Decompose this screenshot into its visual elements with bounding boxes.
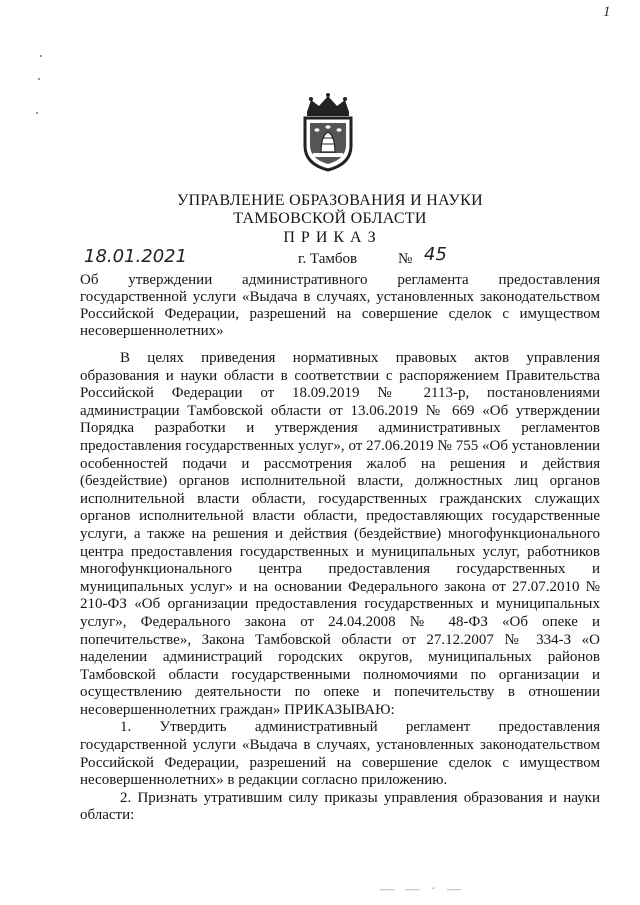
page-number: 1	[603, 4, 611, 20]
scan-artifact: — — · —	[380, 882, 466, 897]
item-1-paragraph: 1. Утвердить административный регламент предоставления государственной услуги «Выдача в случаях, установленных законодательством Российской Федерации, разрешений на совершение сделок с имуществом несовершеннолетних» в редакции согласно приложению.	[80, 719, 600, 789]
handwritten-date: 18.01.2021	[84, 246, 188, 267]
preamble-paragraph: В целях приведения нормативных правовых актов управления образования и науки области в соответствии с распоряжением Правительства Российской Федерации от 18.09.2019 № 2113-р, постановлениями администрации Тамбовской области от 13.06.2019 № 669 «Об утверждении Порядка разработки и утверждения административных регламентов предоставления государственных услуг», от 27.06.2019 № 755 «Об установлении особенностей подачи и рассмотрения жалоб на решения и действия (бездействие) органов исполнительной власти, должностных лиц органов исполнительной власти области, государственных гражданских служащих органов исполнительной власти области, предоставляющих государственные услуги, а также на решения и действия (бездействие) многофункционального центра предоставления государственных и муниципальных услуг, работников многофункционального центра предоставления государственных и муниципальных услуг» и на основании Федерального закона от 27.07.2010 № 210-ФЗ «Об организации предоставления государственных и муниципальных услуг», Федерального закона от 24.04.2008 № 48-ФЗ «Об опеке и попечительстве», Закона Тамбовской области от 27.12.2007 № 334-З «О наделении администраций городских округов, муниципальных районов Тамбовской области государственными полномочиями по организации и осуществлению деятельности по опеке и попечительству в отношении несовершеннолетних граждан» ПРИКАЗЫВАЮ:	[80, 350, 600, 718]
document-type: П Р И К А З	[283, 229, 377, 246]
tambov-coat-of-arms-icon	[297, 92, 359, 172]
scan-speck	[40, 55, 42, 57]
scan-speck	[36, 112, 38, 114]
scan-speck	[38, 78, 40, 80]
city: г. Тамбов	[298, 251, 358, 267]
handwritten-number: 45	[424, 244, 447, 265]
number-sign: №	[398, 251, 413, 267]
order-title: Об утверждении административного регламента предоставления государственной услуги «Выдача в случаях, установленных законодательством Российской Федерации, разрешений на совершение сделок с имуществом несовершеннолетних»	[80, 272, 600, 339]
item-2-paragraph: 2. Признать утратившим силу приказы управления образования и науки области:	[80, 789, 600, 824]
order-body	[80, 350, 600, 825]
org-name-line1: УПРАВЛЕНИЕ ОБРАЗОВАНИЯ И НАУКИ	[177, 192, 483, 209]
org-name-line2: ТАМБОВСКОЙ ОБЛАСТИ	[233, 210, 427, 227]
